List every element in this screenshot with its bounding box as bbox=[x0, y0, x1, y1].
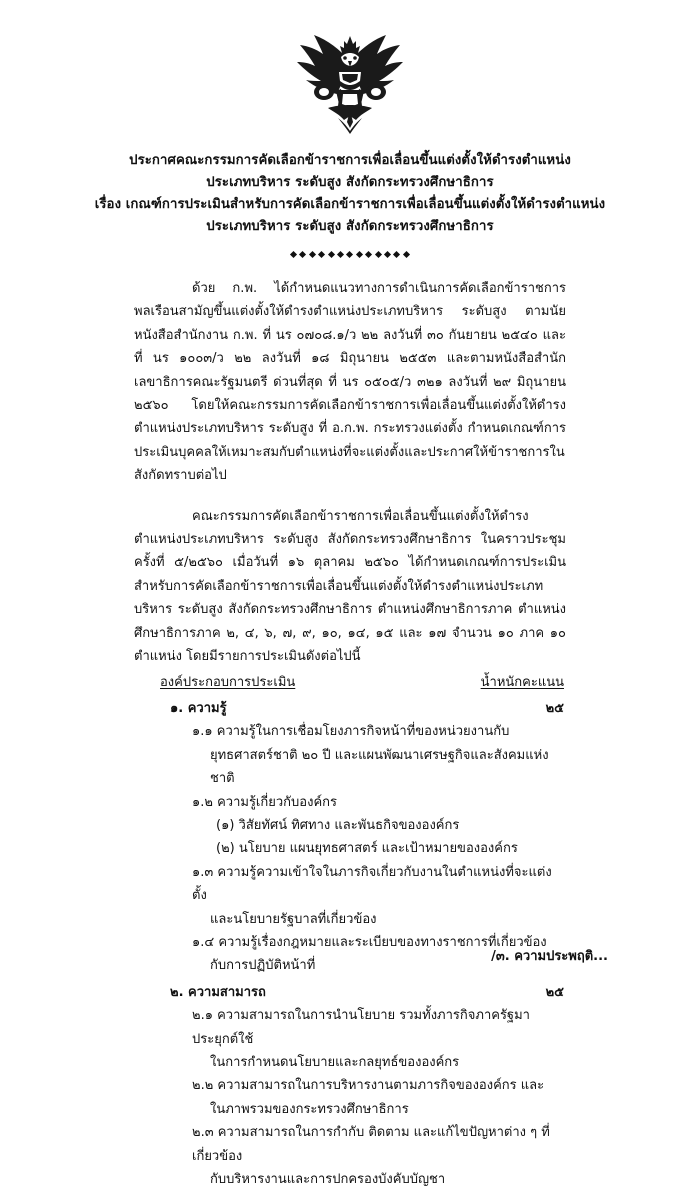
heading-subject-line: เรื่อง เกณฑ์การประเมินสำหรับการคัดเลือกข้าราชการเพื่อเลื่อนขึ้นแต่งตั้งให้ดำรงตำแหน่ง bbox=[94, 197, 606, 212]
criteria-section-header bbox=[134, 697, 566, 720]
criteria-item-continuation: และนโยบายรัฐบาลที่เกี่ยวข้อง bbox=[210, 911, 377, 927]
criteria-subitem: (๒) นโยบาย แผนยุทธศาสตร์ และเป้าหมายขององค์กร bbox=[216, 841, 518, 857]
divider-dot bbox=[328, 250, 335, 257]
heading-line-4: ประเภทบริหาร ระดับสูง สังกัดกระทรวงศึกษาธิการ bbox=[206, 219, 494, 234]
paragraph-1: ด้วย ก.พ. ได้กำหนดแนวทางการดำเนินการคัดเลือกข้าราชการพลเรือนสามัญขึ้นแต่งตั้งให้ดำรงตำแหน่งประเภทบริหาร ระดับสูง ตามนัยหนังสือสำนักงาน ก.พ. ที่ นร ๐๗๐๘.๑/ว ๒๒ ลงวันที่ ๓๐ กันยายน ๒๕๔๐ และ ที่ นร ๑๐๐๓/ว ๒๒ ลงวันที่ ๑๘ มิถุนายน ๒๕๕๓ และตามหนังสือสำนักเลขาธิการคณะรัฐมนตรี ด่วนที่สุด ที่ นร ๐๕๐๕/ว ๓๒๑ ลงวันที่ ๒๙ มิถุนายน ๒๕๖๐ โดยให้คณะกรรมการคัดเลือกข้าราชการเพื่อเลื่อนขึ้นแต่งตั้งให้ดำรงตำแหน่งประเภทบริหาร ระดับสูง ที่ อ.ก.พ. กระทรวงแต่งตั้ง กำหนดเกณฑ์การประเมินบุคคลให้เหมาะสมกับตำแหน่งที่จะแต่งตั้งและประกาศให้ข้าราชการในสังกัดทราบต่อไป bbox=[134, 281, 566, 484]
criteria-section-header bbox=[134, 981, 566, 1004]
divider-dot bbox=[309, 250, 316, 257]
divider-dot bbox=[375, 250, 382, 257]
criteria-item-continuation: ในการกำหนดนโยบายและกลยุทธ์ขององค์กร bbox=[210, 1055, 460, 1070]
divider-dot bbox=[346, 250, 353, 257]
criteria-item-continuation: กับบริหารงานและการปกครองบังคับบัญชา bbox=[210, 1172, 446, 1188]
document-body bbox=[134, 261, 566, 1191]
paragraph-2: คณะกรรมการคัดเลือกข้าราชการเพื่อเลื่อนขึ้นแต่งตั้งให้ดำรงตำแหน่งประเภทบริหาร ระดับสูง สังกัดกระทรวงศึกษาธิการ ในคราวประชุมครั้งที่ ๕/๒๕๖๐ เมื่อวันที่ ๑๖ ตุลาคม ๒๕๖๐ ได้กำหนดเกณฑ์การประเมินสำหรับการคัดเลือกข้าราชการเพื่อเลื่อนขึ้นแต่งตั้งให้ดำรงตำแหน่งประเภทบริหาร ระดับสูง สังกัดกระทรวงศึกษาธิการ ตำแหน่งศึกษาธิการภาค ตำแหน่งศึกษาธิการภาค ๒, ๔, ๖, ๗, ๙, ๑๐, ๑๔, ๑๕ และ ๑๗ จำนวน ๑๐ ภาค ๑๐ ตำแหน่ง โดยมีรายการประเมินดังต่อไปนี้ bbox=[134, 508, 566, 665]
criteria-section-score: ๒๕ bbox=[545, 700, 564, 716]
divider-dot bbox=[384, 250, 391, 257]
criteria-item: ๒.๓ ความสามารถในการกำกับ ติดตาม และแก้ไขปัญหาต่าง ๆ ที่เกี่ยวข้อง bbox=[192, 1125, 550, 1164]
criteria-subitem: (๑) วิสัยทัศน์ ทิศทาง และพันธกิจขององค์กร bbox=[216, 817, 460, 833]
divider-dot bbox=[365, 250, 372, 257]
page-continuation-note: /๓. ความประพฤติ... bbox=[491, 949, 608, 964]
criteria-item: ๑.๓ ความรู้ความเข้าใจในภารกิจเกี่ยวกับงานในตำแหน่งที่จะแต่งตั้ง bbox=[192, 864, 552, 904]
criteria-section-title: ๒. ความสามารถ bbox=[170, 984, 266, 1000]
criteria-section-title: ๑. ความรู้ bbox=[170, 700, 227, 716]
criteria-table-header bbox=[134, 671, 566, 694]
criteria-item: ๑.๒ ความรู้เกี่ยวกับองค์กร bbox=[192, 794, 337, 810]
heading-line-2: ประเภทบริหาร ระดับสูง สังกัดกระทรวงศึกษาธิการ bbox=[206, 175, 494, 190]
document-heading bbox=[0, 150, 700, 238]
divider-dot bbox=[337, 250, 344, 257]
criteria-item: ๒.๑ ความสามารถในการนำนโยบาย รวมทั้งภารกิจภาครัฐมาประยุกต์ใช้ bbox=[192, 1008, 530, 1047]
criteria-item: ๑.๑ ความรู้ในการเชื่อมโยงภารกิจหน้าที่ของหน่วยงานกับ bbox=[192, 724, 510, 740]
weight-column-header: น้ำหนักคะแนน bbox=[480, 674, 564, 690]
criteria-item-continuation: กับการปฏิบัติหน้าที่ bbox=[210, 958, 316, 974]
divider-dot bbox=[393, 250, 400, 257]
heading-line-1: ประกาศคณะกรรมการคัดเลือกข้าราชการเพื่อเลื่อนขึ้นแต่งตั้งให้ดำรงตำแหน่ง bbox=[129, 153, 571, 168]
divider-dot bbox=[290, 250, 297, 257]
criteria-outline bbox=[134, 697, 566, 1191]
garuda-emblem bbox=[292, 26, 408, 138]
divider-dot bbox=[299, 250, 306, 257]
criteria-item-continuation: ในภาพรวมของกระทรวงศึกษาธิการ bbox=[210, 1101, 409, 1117]
criteria-item: ๑.๔ ความรู้เรื่องกฎหมายและระเบียบของทางราชการที่เกี่ยวข้อง bbox=[192, 934, 547, 950]
divider-dot bbox=[318, 250, 325, 257]
criteria-column-header: องค์ประกอบการประเมิน bbox=[160, 674, 296, 690]
criteria-section-score: ๒๕ bbox=[545, 984, 564, 1000]
criteria-item: ๒.๒ ความสามารถในการบริหารงานตามภารกิจขององค์กร และ bbox=[192, 1078, 545, 1094]
criteria-item-continuation: ยุทธศาสตร์ชาติ ๒๐ ปี และแผนพัฒนาเศรษฐกิจและสังคมแห่งชาติ bbox=[210, 747, 549, 787]
divider-dot bbox=[403, 250, 410, 257]
divider-dot bbox=[356, 250, 363, 257]
decorative-divider bbox=[291, 247, 409, 261]
emblem-container bbox=[0, 0, 700, 138]
